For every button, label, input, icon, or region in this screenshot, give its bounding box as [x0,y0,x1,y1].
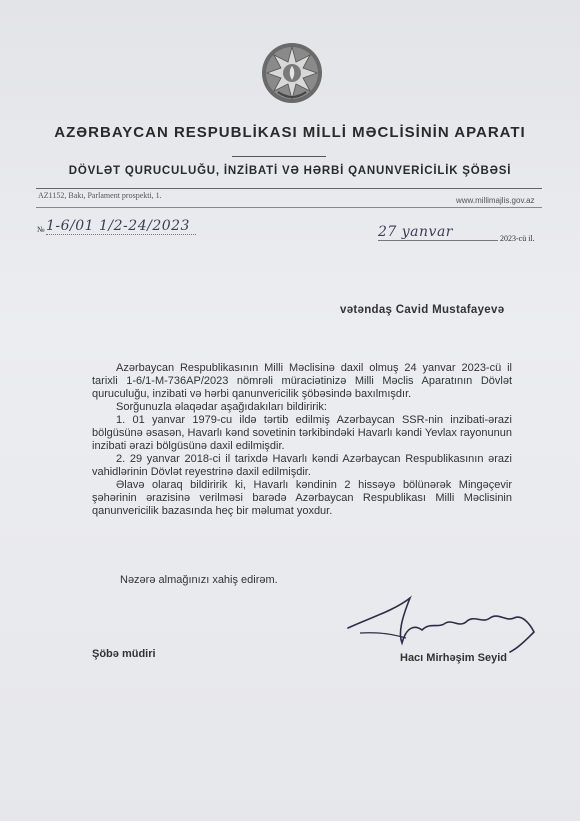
signer-position: Şöbə müdiri [92,648,156,660]
organization-title: AZƏRBAYCAN RESPUBLİKASI MİLLİ MƏCLİSİNİN APARATI [54,124,526,141]
body-paragraph: Sorğunuzla əlaqədar aşağıdakıları bildiririk: [116,401,327,413]
signer-name: Hacı Mirhəşim Seyid [400,652,507,664]
reference-number: 1-6/01 1/2-24/2023 [46,218,196,235]
header-divider [36,188,542,189]
title-divider [232,156,326,157]
body-paragraph: Əlavə olaraq bildiririk ki, Havarlı kəndinin 2 hissəyə bölünərək Mingəçevir şəhərinin ərazisinə verilməsi barədə Azərbaycan Respublikası Milli Məclisinin qanunvericilik bazasında heç bir məlumat yoxdur. [92,479,512,517]
recipient-line: vətəndaş Cavid Mustafayevə [340,304,505,316]
website-line: www.millimajlis.gov.az [456,196,535,205]
signature-icon [340,588,540,658]
state-emblem-icon [260,40,324,106]
body-paragraph: Azərbaycan Respublikasının Milli Məclisinə daxil olmuş 24 yanvar 2023-cü il tarixli 1-6/1-M-736AP/2023 nömrəli müraciətinizə Milli Məclis Aparatının Dövlət quruculuğu, inzibati və hərbi qanunvericilik şöbəsində baxılmışdır. [92,362,512,400]
letter-date: 27 yanvar [378,224,498,241]
letter-year: 2023-cü il. [500,234,535,243]
address-line: AZ1152, Bakı, Parlament prospekti, 1. [38,191,162,200]
body-paragraph: 2. 29 yanvar 2018-ci il tarixdə Havarlı kəndi Azərbaycan Respublikasının ərazi vahidlərinin Dövlət reyestrinə daxil edilmişdir. [92,453,512,478]
letter-body [92,362,512,518]
body-paragraph: 1. 01 yanvar 1979-cu ildə tərtib edilmiş Azərbaycan SSR-nin inzibati-ərazi bölgüsünə əsasən, Havarlı kənd sovetinin tərkibindəki Havarlı kəndi Yevlax rayonunun inzibati ərazi bölgüsünə daxil edilmişdir. [92,414,512,452]
header-divider-lower [36,207,542,208]
closing-line: Nəzərə almağınızı xahiş edirəm. [120,574,278,586]
department-title: DÖVLƏT QURUCULUĞU, İNZİBATİ VƏ HƏRBİ QANUNVERİCİLİK ŞÖBƏSİ [68,165,512,177]
reference-number-prefix: № [37,225,45,234]
